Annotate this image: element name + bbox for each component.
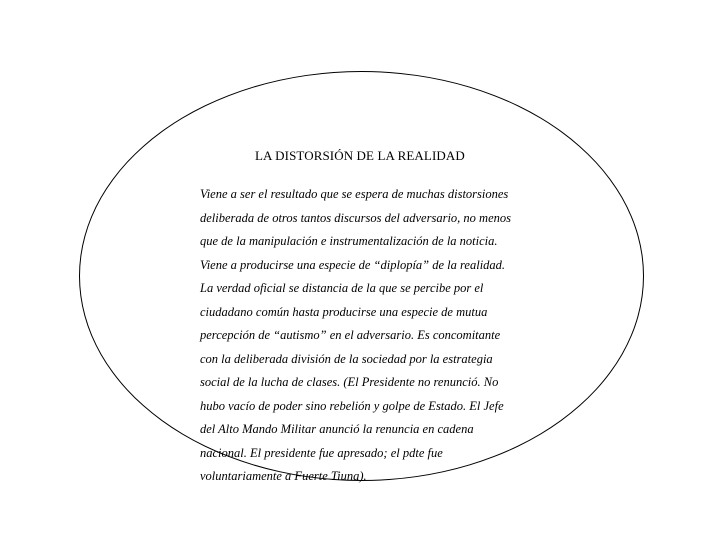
body-line: social de la lucha de clases. (El Presidente no renunció. No xyxy=(200,375,499,389)
document-title: LA DISTORSIÓN DE LA REALIDAD xyxy=(255,148,465,163)
body-line: del Alto Mando Militar anunció la renuncia en cadena xyxy=(200,422,474,436)
body-line: nacional. El presidente fue apresado; el pdte fue xyxy=(200,445,443,460)
body-line: hubo vacío de poder sino rebelión y golpe de Estado. El Jefe xyxy=(200,398,504,413)
body-line: Viene a producirse una especie de “diplopía” de la realidad. xyxy=(200,257,506,272)
body-line: con la deliberada división de la sociedad por la estrategia xyxy=(200,351,493,366)
body-line: deliberada de otros tantos discursos del adversario, no menos xyxy=(200,210,511,225)
body-line: Viene a ser el resultado que se espera de muchas distorsiones xyxy=(200,187,509,201)
body-line: voluntariamente a Fuerte Tiuna). xyxy=(200,469,367,483)
body-line: que de la manipulación e instrumentalización de la noticia. xyxy=(200,234,498,248)
body-line: La verdad oficial se distancia de la que se percibe por el xyxy=(200,281,484,295)
body-line: ciudadano común hasta producirse una especie de mutua xyxy=(200,304,488,319)
body-paragraph xyxy=(200,183,560,489)
body-line: percepción de “autismo” en el adversario. Es concomitante xyxy=(200,328,501,342)
